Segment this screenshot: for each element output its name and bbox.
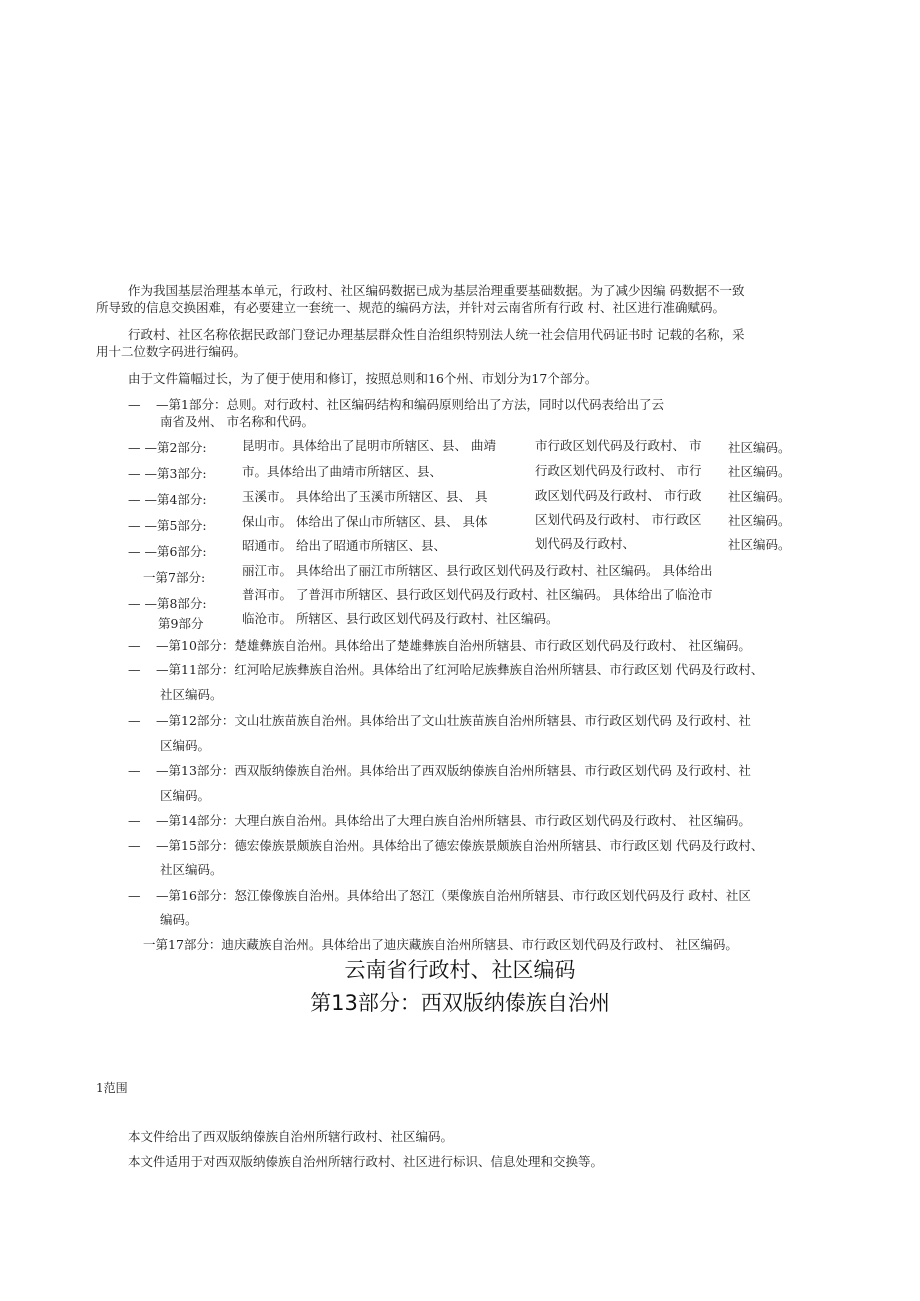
part4-label: — —第4部分: (128, 492, 207, 507)
part6-label: — —第6部分: (128, 544, 207, 559)
part2-col-c: 市行政区划代码及行政村、 市 (535, 438, 702, 453)
intro-p1-line1: 作为我国基层治理基本单元，行政村、社区编码数据已成为基层治理重要基础数据。为了减少因编 码数据不一致 (128, 283, 745, 298)
part11-line1: —第11部分：红河哈尼族彝族自治州。具体给出了红河哈尼族彝族自治州所辖县、市行政区划 代码及行政村、 (156, 662, 764, 677)
part13-dash: — (128, 763, 141, 778)
scope-line2: 本文件适用于对西双版纳傣族自治州所辖行政村、社区进行标识、信息处理和交换等。 (128, 1154, 604, 1169)
part1-dash: — (128, 397, 141, 412)
part9-label: 第9部分 (158, 616, 204, 631)
intro-p2-line2: 用十二位数字码进行编码。 (96, 344, 247, 359)
part8-label: — —第8部分: (128, 596, 207, 611)
part16-line1: —第16部分：怒江傣像族自治州。具体给出了怒江（栗像族自治州所辖县、市行政区划代码及行 政村、社区 (156, 888, 751, 903)
part3-text: 市。具体给出了曲靖市所辖区、县、 (242, 464, 443, 479)
document-title: 云南省行政村、社区编码 (344, 958, 576, 982)
part14-dash: — (128, 813, 141, 828)
part1-line1: —第1部分：总则。对行政村、社区编码结构和编码原则给出了方法，同时以代码表给出了云 (156, 397, 664, 412)
part12-dash: — (128, 713, 141, 728)
document-subtitle: 第13部分：西双版纳傣族自治州 (310, 991, 610, 1015)
part10-text: —第10部分：楚雄彝族自治州。具体给出了楚雄彝族自治州所辖县、市行政区划代码及行政村、 社区编码。 (156, 638, 751, 653)
scope-line1: 本文件给出了西双版纳傣族自治州所辖行政村、社区编码。 (128, 1129, 454, 1144)
part6-text: 昭通市。 给出了昭通市所辖区、县、 (242, 538, 446, 553)
part2-label: — —第2部分: (128, 440, 207, 455)
part6-col-d: 社区编码。 (728, 537, 791, 552)
part15-line1: —第15部分：德宏傣族景颇族自治州。具体给出了德宏傣族景颇族自治州所辖县、市行政区划 代码及行政村、 (156, 838, 764, 853)
part3-col-c: 行政区划代码及行政村、 市行 (535, 463, 702, 478)
part5-label: — —第5部分: (128, 518, 207, 533)
part4-col-d: 社区编码。 (728, 489, 791, 504)
part7-text: 丽江市。 具体给出了丽江市所辖区、县行政区划代码及行政村、社区编码。 具体给出 (242, 563, 713, 578)
part5-text: 保山市。 体给出了保山市所辖区、县、 具体 (242, 514, 488, 529)
scope-heading: 1范围 (96, 1081, 128, 1095)
part5-col-c: 区划代码及行政村、 市行政区 (535, 512, 702, 527)
part11-line2: 社区编码。 (160, 687, 223, 702)
part16-dash: — (128, 888, 141, 903)
part4-text: 玉溪市。 具体给出了玉溪市所辖区、县、 具 (242, 489, 488, 504)
part9-text: 临沧市。 所辖区、县行政区划代码及行政村、社区编码。 (242, 611, 559, 626)
intro-p2-line1: 行政村、社区名称依据民政部门登记办理基层群众性自治组织特别法人统一社会信用代码证书时 记载的名称，采 (128, 327, 745, 342)
part8-text: 普洱市。 了普洱市所辖区、县行政区划代码及行政村、社区编码。 具体给出了临沧市 (242, 587, 713, 602)
part9-label-cut (130, 616, 204, 631)
part1-line2: 南省及州、 市名称和代码。 (160, 414, 314, 429)
part12-line1: —第12部分：文山壮族苗族自治州。具体给出了文山壮族苗族自治州所辖县、市行政区划代码 及行政村、社 (156, 713, 751, 728)
part14-text: —第14部分：大理白族自治州。具体给出了大理白族自治州所辖县、市行政区划代码及行政村、 社区编码。 (156, 813, 751, 828)
intro-p3: 由于文件篇幅过长，为了便于使用和修订，按照总则和16个州、市划分为17个部分。 (128, 371, 598, 386)
part15-dash: — (128, 838, 141, 853)
part17-text: 一第17部分：迪庆藏族自治州。具体给出了迪庆藏族自治州所辖县、市行政区划代码及行政村、 社区编码。 (143, 937, 738, 952)
part10-dash: — (128, 638, 141, 653)
part3-col-d: 社区编码。 (728, 464, 791, 479)
part2-col-d: 社区编码。 (728, 440, 791, 455)
part16-line2: 编码。 (160, 912, 198, 927)
part13-line1: —第13部分：西双版纳傣族自治州。具体给出了西双版纳傣族自治州所辖县、市行政区划代码 及行政村、社 (156, 763, 751, 778)
part6-col-c: 划代码及行政村、 (535, 536, 636, 551)
part7-label: 一第7部分: (143, 570, 206, 585)
part2-text: 昆明市。具体给出了昆明市所辖区、县、 曲靖 (242, 438, 496, 453)
part13-line2: 区编码。 (160, 788, 211, 803)
part4-col-c: 政区划代码及行政村、 市行政 (535, 488, 702, 503)
part3-label: — —第3部分: (128, 466, 207, 481)
part11-dash: — (128, 662, 141, 677)
part15-line2: 社区编码。 (160, 862, 223, 877)
intro-p1-line2: 所导致的信息交换困难，有必要建立一套统一、规范的编码方法，并针对云南省所有行政 村、社区进行准确赋码。 (96, 300, 725, 315)
part12-line2: 区编码。 (160, 738, 211, 753)
part5-col-d: 社区编码。 (728, 513, 791, 528)
